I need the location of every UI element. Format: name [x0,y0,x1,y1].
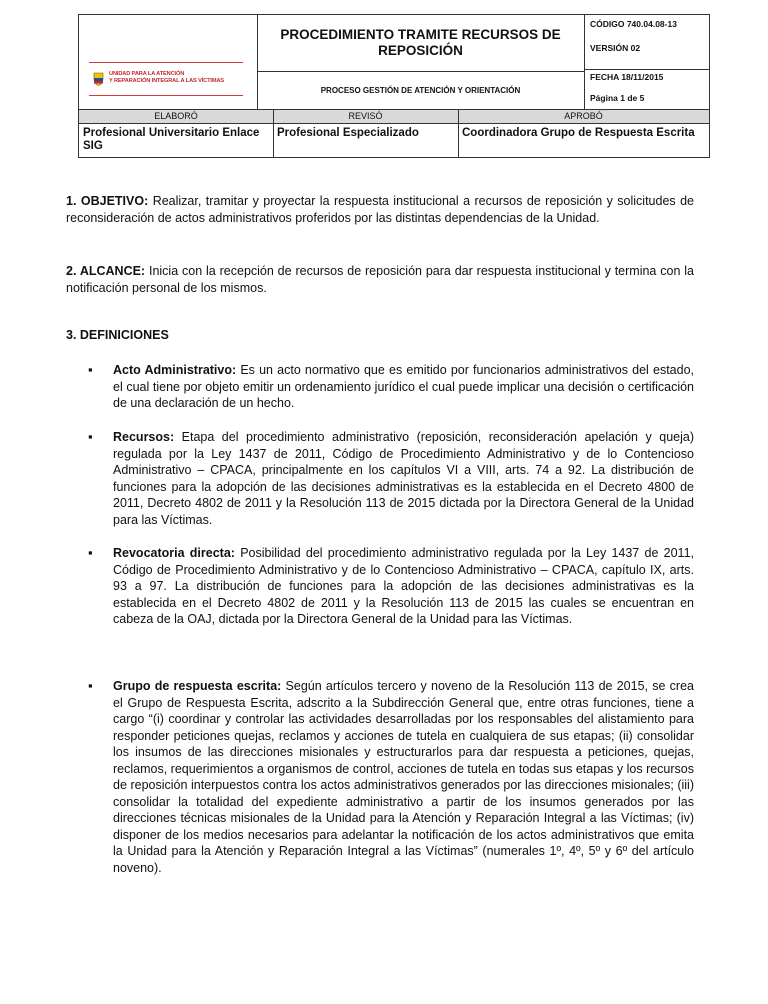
document-code: CÓDIGO 740.04.08-13 [590,19,677,29]
definition-term: Recursos: [113,430,175,444]
process-name: PROCESO GESTIÓN DE ATENCIÓN Y ORIENTACIÓN [257,72,585,109]
section-objetivo-text: Realizar, tramitar y proyectar la respuesta institucional a recursos de reposición y solicitudes de reconsideración de actos administrativos proferidos por las distintas dependencias de la Unidad. [66,194,694,225]
section-alcance-label: 2. ALCANCE: [66,264,146,278]
logo-cell [79,15,258,109]
definition-item [113,362,694,412]
section-definiciones-heading: 3. DEFINICIONES [66,328,169,342]
definition-item [113,545,694,628]
value-aprobo: Coordinadora Grupo de Respuesta Escrita [462,127,695,139]
definition-text: Según artículos tercero y noveno de la Resolución 113 de 2015, se crea el Grupo de Respuesta Escrita, adscrito a la Subdirección General que, entre otras funciones, tiene a cargo “(i) coordinar y controlar las actividades desarrolladas por los responsables del alistamiento para responder peticiones quejas, reclamos y acciones de tutela en cualquiera de sus etapas; (ii) consolidar los insumos de las direcciones misionales y estructurarlos para dar respuesta a peticiones, quejas, reclamos, requerimientos a organismos de control, acciones de tutela en todas sus etapas y los recursos de reposición interpuestos contra los actos administrativos generados por las direcciones misionales; (iii) consolidar la totalidad del expediente administrativo a partir de los insumos generados por las direcciones técnicas misionales de la Unidad para la Atención y Reparación Integral a las Víctimas; (iv) disponer de los medios necesarios para adelantar la notificación de los actos administrativos que emita la Unidad para la Atención y Reparación Integral a las Víctimas” (numerales 1º, 4º, 5º y 6º del artículo noveno). [113,679,694,875]
bullet-marker: ▪ [88,429,93,444]
definition-term: Grupo de respuesta escrita: [113,679,282,693]
definition-text: Etapa del procedimiento administrativo (reposición, reconsideración apelación y queja) regulada por la Ley 1437 de 2011, Código de Procedimiento Administrativo y de lo Contencioso Administrativo – CPACA, principalmente en los capítulos VI a VIII, arts. 74 a 92. La distribución de funciones para la adopción de las decisiones administrativas es la establecida en el Decreto 4800 de 2011, Decreto 4802 de 2011 y la Resolución 113 de 2015 dictada por la Directora General de la Unidad para las Víctimas. [113,430,694,527]
section-alcance-text: Inicia con la recepción de recursos de reposición para dar respuesta institucional y termina con la notificación personal de los mismos. [66,264,694,295]
page-number: Página 1 de 5 [590,93,645,103]
header-aprobo: APROBÓ [564,111,603,121]
logo-text-line: UNIDAD PARA LA ATENCIÓN [109,71,185,77]
definition-term: Revocatoria directa: [113,546,235,560]
bullet-marker: ▪ [88,545,93,560]
document-header [78,14,710,110]
logo-text [109,71,224,85]
value-elaboro: Profesional Universitario Enlace SIG [83,127,260,152]
definition-term: Acto Administrativo: [113,363,237,377]
header-reviso: REVISÓ [348,111,383,121]
bullet-marker: ▪ [88,362,93,377]
document-title: PROCEDIMIENTO TRAMITE RECURSOS DE REPOSICIÓN [257,15,585,72]
definition-item [113,429,694,528]
definition-text: Posibilidad del procedimiento administrativo regulada por la Ley 1437 de 2011, Código de Procedimiento Administrativo y de lo Contencioso Administrativo – CPACA, capítulo IX, arts. 93 a 97. La distribución de funciones para la adopción de las decisiones administrativas es la establecida en el Decreto 4802 de 2011 y la Resolución 113 de 2015 las cuales se encuentran en cabeza de la OAJ, dictada por la Directora General de la Unidad para las Víctimas. [113,546,694,626]
definition-text: Es un acto normativo que es emitido por funcionarios administrativos del estado, el cual tiene por objeto emitir un ordenamiento jurídico el cual puede implicar una decisión o certificación de una declaración de un hecho. [113,363,694,410]
logo-divider [89,95,243,96]
definition-item [113,678,694,876]
coat-of-arms-icon [93,72,104,86]
section-alcance [66,263,694,296]
approval-table [78,110,710,158]
value-reviso: Profesional Especializado [277,127,419,139]
header-elaboro: ELABORÓ [154,111,198,121]
bullet-marker: ▪ [88,678,93,693]
document-date: FECHA 18/11/2015 [585,69,709,82]
logo-text-line: Y REPARACIÓN INTEGRAL A LAS VÍCTIMAS [109,78,225,84]
logo-divider [89,62,243,63]
section-objetivo [66,193,694,226]
section-objetivo-label: 1. OBJETIVO: [66,194,149,208]
document-version: VERSIÓN 02 [590,43,641,53]
